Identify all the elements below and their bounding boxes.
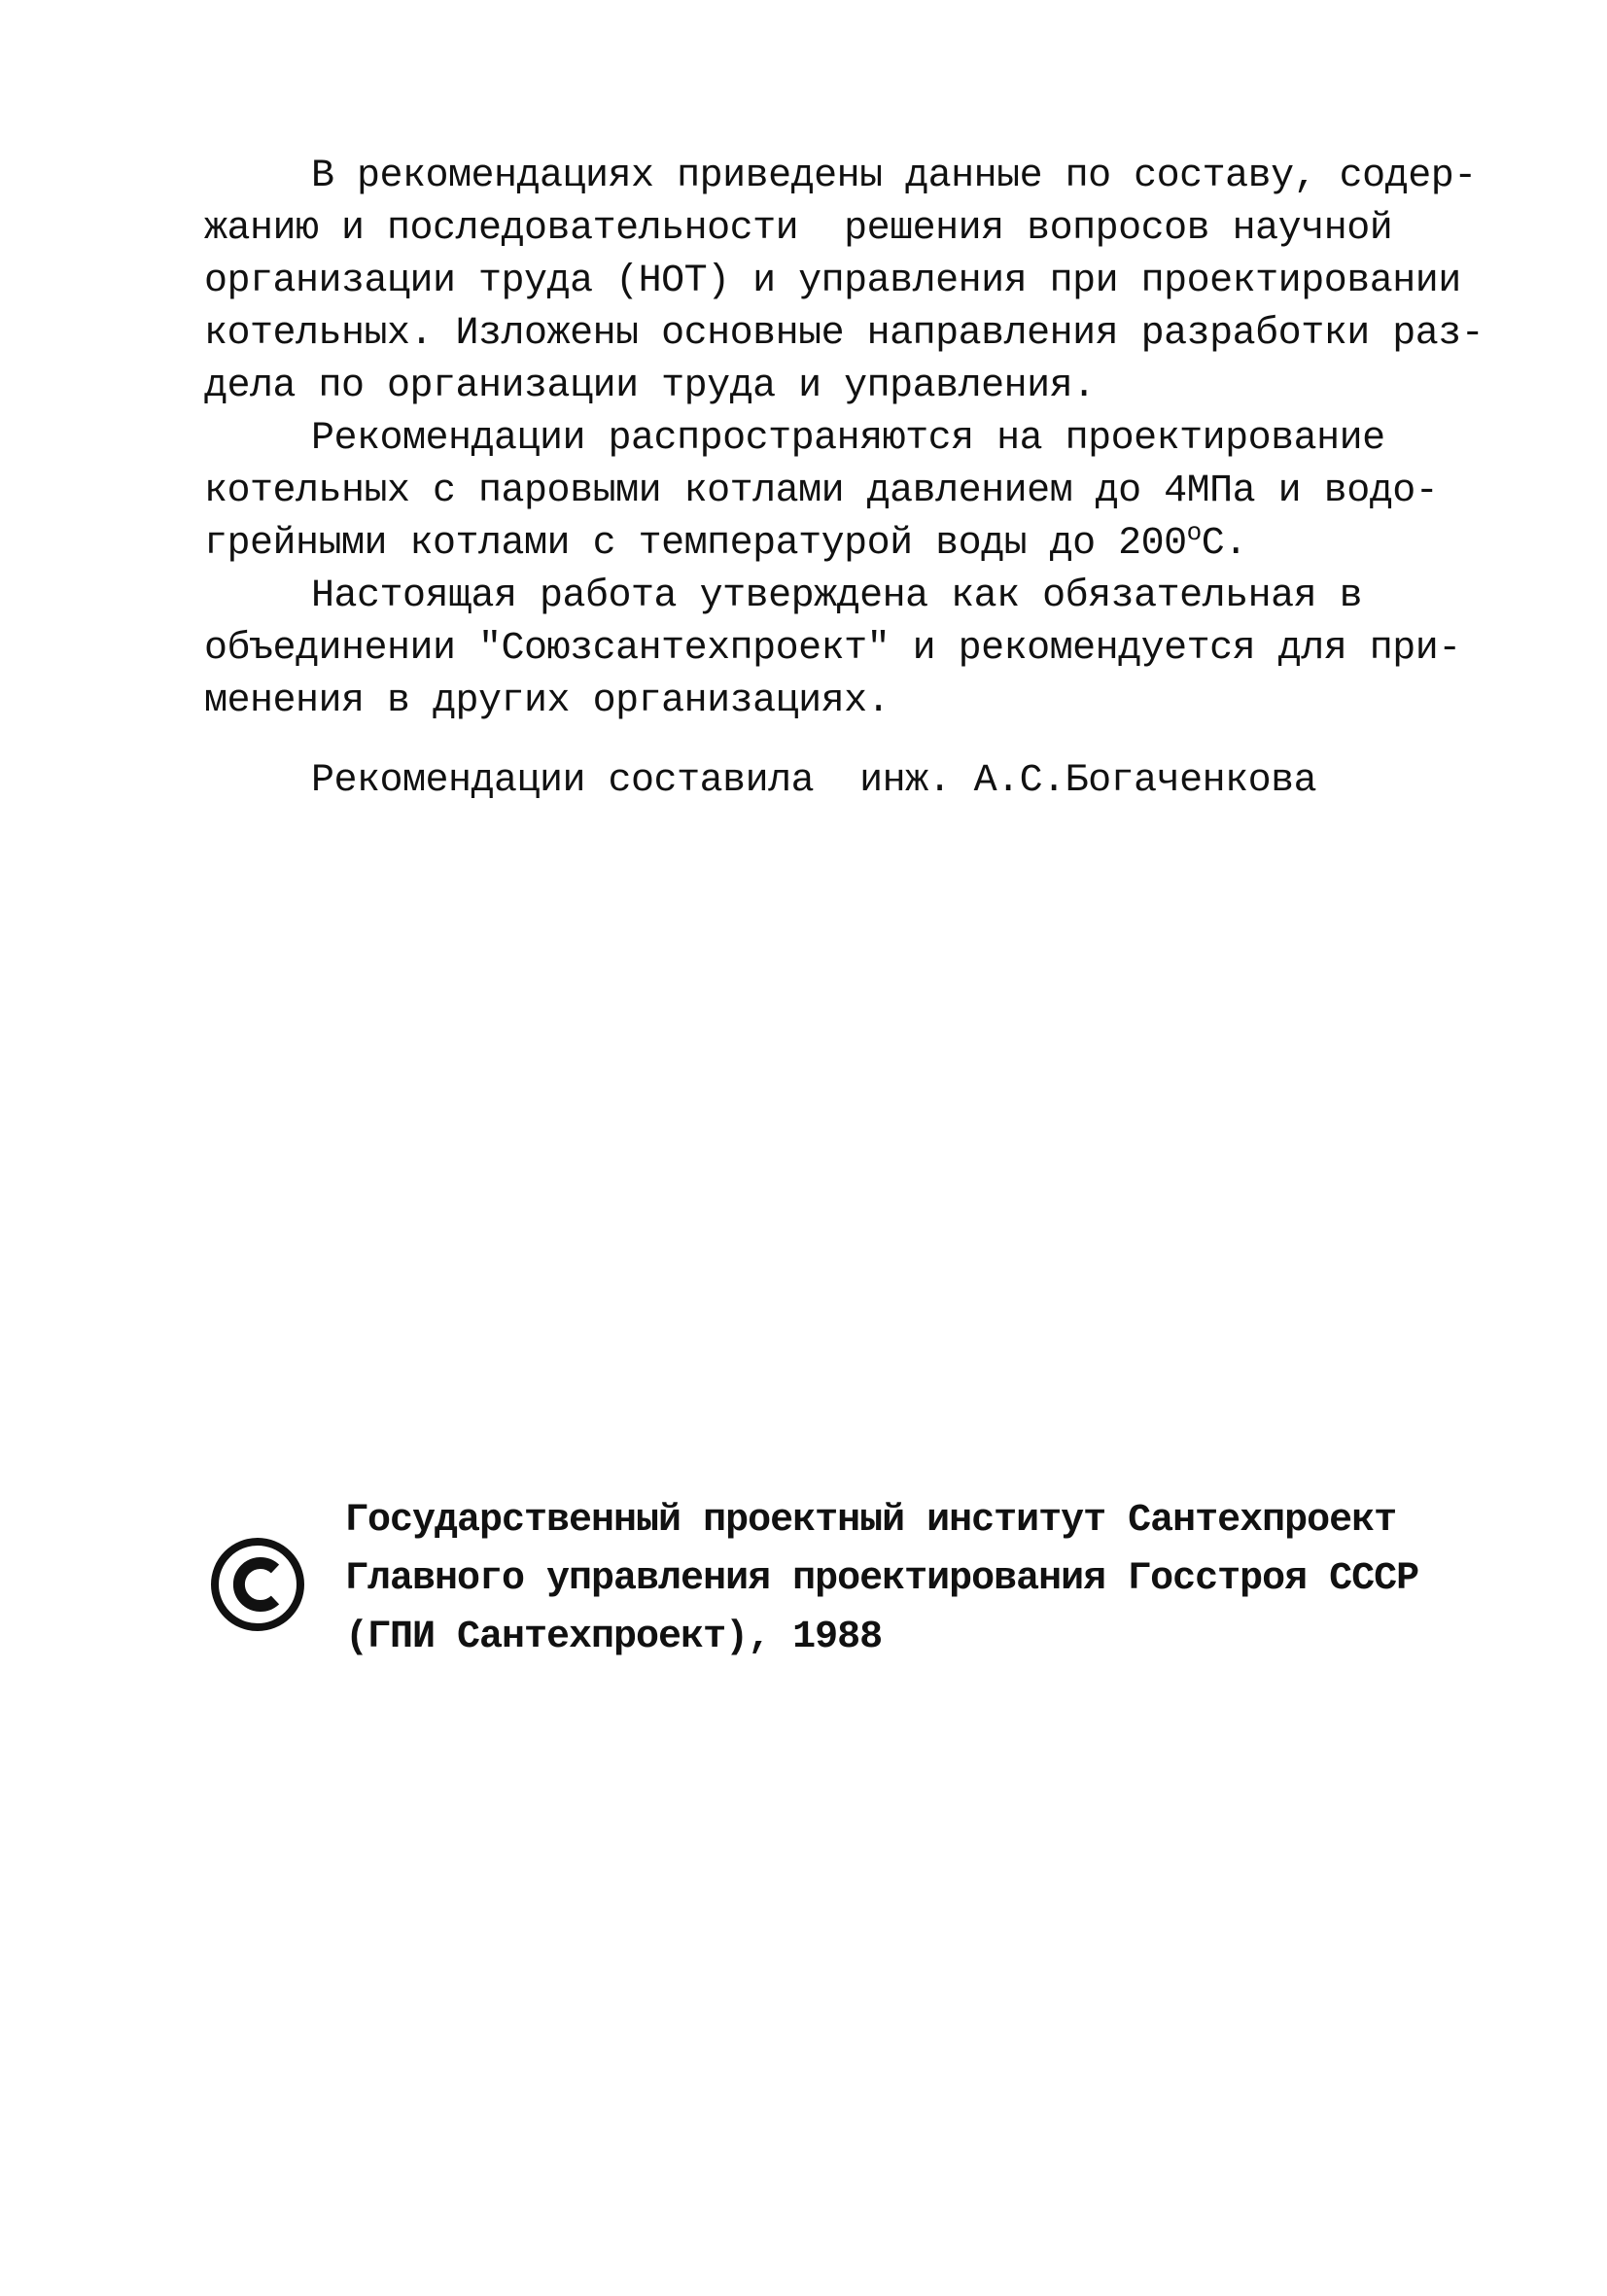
author-line: Рекомендации составила инж. А.С.Богаченкова [311, 759, 1317, 803]
abstract-text [204, 151, 1485, 808]
publisher-line: (ГПИ Сантехпроект), 1988 [345, 1616, 883, 1659]
degree-superscript: о [1186, 518, 1202, 547]
publisher-line: Государственный проектный институт Сантехпроект [345, 1499, 1397, 1543]
abstract-line: котельных. Изложены основные направления разработки раз- [204, 312, 1485, 356]
copyright-icon [209, 1536, 306, 1633]
copyright-block [209, 1492, 1424, 1706]
abstract-line: Рекомендации распространяются на проектирование [311, 417, 1385, 461]
abstract-line: менения в других организациях. [204, 679, 891, 723]
publisher-line: Главного управления проектирования Госстроя СССР [345, 1557, 1419, 1601]
temperature-text: грейными котлами с температурой воды до 200 [204, 522, 1187, 566]
abstract-line: жанию и последовательности решения вопросов научной [204, 207, 1393, 251]
abstract-line-temperature [204, 518, 1429, 571]
abstract-line: В рекомендациях приведены данные по составу, содер- [311, 155, 1477, 198]
abstract-line: дела по организации труда и управления. [204, 365, 1096, 408]
publisher-text [345, 1492, 1418, 1667]
abstract-line: объединении "Союзсантехпроект" и рекомендуется для при- [204, 627, 1461, 671]
abstract-line: организации труда (НОТ) и управления при проектировании [204, 260, 1461, 303]
abstract-line: котельных с паровыми котлами давлением до 4МПа и водо- [204, 470, 1439, 513]
temperature-unit: С. [1201, 522, 1247, 566]
abstract-line: Настоящая работа утверждена как обязательная в [311, 574, 1363, 618]
